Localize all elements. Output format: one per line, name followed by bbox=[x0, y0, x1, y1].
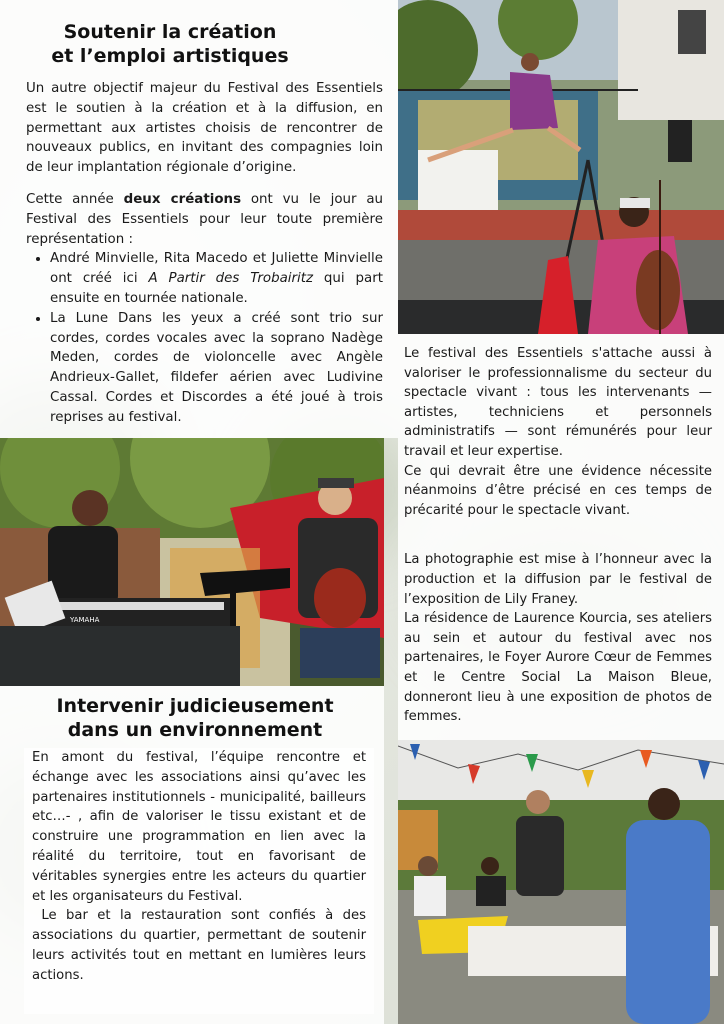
paragraph: La photographie est mise à l’honneur avec la production et la diffusion par le festival de l’exposition de Lily Franey. bbox=[404, 552, 712, 607]
paragraph: Le bar et la restauration sont confiés à des associations du quartier, permettant de soutenir leurs activités tout en mettant en lumières leurs actions. bbox=[32, 908, 371, 983]
list-item bbox=[50, 249, 383, 308]
paragraph: Un autre objectif majeur du Festival des Essentiels est le soutien à la création et à la diffusion, en permettant aux artistes choisis de rencontrer de nouveaux publics, en invitant des compagnies loin de leur implantation régionale d’origine. bbox=[26, 81, 383, 176]
section-title bbox=[20, 20, 320, 68]
text-run: Cette année bbox=[26, 191, 124, 207]
food-stand-photo-graphic bbox=[398, 740, 724, 1024]
aerial-photo-graphic bbox=[398, 0, 724, 334]
concert-photo bbox=[0, 438, 384, 686]
food-stand-photo bbox=[398, 740, 724, 1024]
keyboard-brand-text: YAMAHA bbox=[70, 616, 100, 624]
italic-text: A Partir des Trobairitz bbox=[148, 271, 314, 287]
section-environment-text bbox=[24, 748, 374, 1014]
list-item: • La Lune Dans les yeux a créé sont trio sur cordes, cordes vocales avec la soprano Nadège Meden, cordes de violoncelle avec Angèle Andrieux-Gallet, fildefer aérien avec Ludivine Cassal. Cordes et Discordes a été joué à trois reprises au festival. bbox=[50, 309, 383, 428]
paragraph: Ce qui devrait être une évidence nécessite néanmoins d’être précisé en ces temps de précarité pour le spectacle vivant. bbox=[404, 463, 712, 518]
text-run: ont vu le jour au Festival des Essentiels pour leur toute première représentation : bbox=[26, 191, 384, 247]
section-professionalism bbox=[398, 334, 724, 740]
text-run: qui part ensuite en tournée nationale. bbox=[50, 271, 383, 306]
section-creation bbox=[0, 0, 398, 438]
bold-text: deux créations bbox=[123, 191, 242, 207]
title-line: dans un environnement bbox=[67, 719, 323, 741]
title-line: Intervenir judicieusement bbox=[56, 695, 334, 717]
paragraph: En amont du festival, l’équipe rencontre et échange avec les associations ainsi qu’avec les partenaires institutionnels - municipalité, bailleurs etc…- , afin de valoriser le tissu existant et de construire une programmation en lien avec la réalité du territoire, tout en favorisant de véritables synergies entre les acteurs du quartier et les organisateurs du Festival. bbox=[32, 750, 366, 904]
paragraph: La résidence de Laurence Kourcia, ses ateliers au sein et autour du festival avec nos partenaires, le Foyer Aurore Cœur de Femmes et le Centre Social La Maison Bleue, donneront lieu à une exposition de photos de femmes. bbox=[404, 611, 712, 725]
bullet-list bbox=[26, 249, 383, 427]
text-run: André Minvielle, Rita Macedo et Juliette Minvielle ont créé ici bbox=[50, 251, 383, 287]
title-line: Soutenir la création bbox=[63, 21, 277, 43]
aerial-performance-photo bbox=[398, 0, 724, 334]
section-title bbox=[40, 694, 350, 742]
concert-photo-graphic bbox=[0, 438, 384, 686]
title-line: et l’emploi artistiques bbox=[51, 45, 289, 67]
paragraph: Le festival des Essentiels s'attache aussi à valoriser le professionnalisme du secteur du spectacle vivant : tous les intervenants — artistes, techniciens et personnels administratifs — sont rémunérés pour leur travail et leur expertise. bbox=[404, 346, 712, 459]
paragraph bbox=[26, 190, 383, 249]
